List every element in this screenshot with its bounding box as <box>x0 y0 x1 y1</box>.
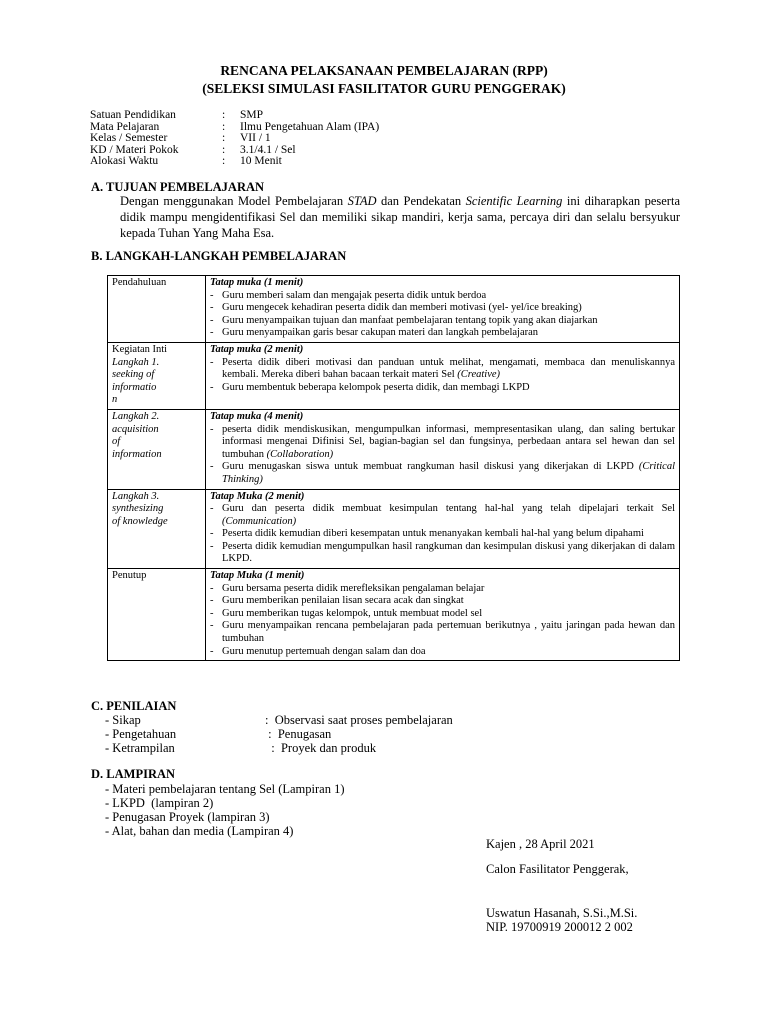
activity-text-main: Guru menyampaikan rencana pembelajaran pada pertemuan berikutnya , yaitu jaringan pada hewan dan tumbuhan <box>222 620 675 645</box>
step-label-cell <box>108 489 206 569</box>
step-label-line: information <box>112 448 162 460</box>
assessment-aspect: - Ketrampilan <box>105 741 175 755</box>
step-activity-item <box>210 608 675 621</box>
activity-skill-tag: (Collaboration) <box>266 448 334 460</box>
step-activity-item <box>210 302 675 315</box>
bullet-dash: - <box>210 582 214 594</box>
step-duration-heading: Tatap muka (2 menit) <box>210 343 304 355</box>
activity-text-main: Guru menyampaikan garis besar cakupan materi dan langkah pembelajaran <box>222 327 539 339</box>
signature-nip: NIP. 19700919 200012 2 002 <box>486 920 633 934</box>
assessment-item <box>105 713 453 727</box>
identity-colon: : <box>222 132 226 144</box>
bullet-dash: - <box>210 528 214 540</box>
identity-key: Mata Pelajaran <box>90 120 160 133</box>
bullet-dash: - <box>210 302 214 314</box>
step-activity-item <box>210 583 675 596</box>
activity-text-main: Guru memberikan tugas kelompok, untuk membuat model sel <box>222 607 483 619</box>
step-label-line: synthesizing <box>112 503 164 515</box>
activity-skill-tag: (Critical Thinking) <box>222 461 675 485</box>
step-activity-item <box>210 290 675 303</box>
step-duration-heading: Tatap Muka (1 menit) <box>210 570 305 582</box>
table-row <box>108 569 680 661</box>
assessment-method: : Proyek dan produk <box>265 741 377 755</box>
assessment-aspect: - Pengetahuan <box>105 727 177 741</box>
step-label-line: Kegiatan Inti <box>112 343 168 355</box>
table-row <box>108 409 680 489</box>
objective-text-part: Dengan menggunakan Model Pembelajaran <box>120 194 348 208</box>
step-activity-item <box>210 424 675 462</box>
identity-value: VII / 1 <box>240 132 271 144</box>
identity-block <box>90 110 379 168</box>
activity-text-main: Guru menugaskan siswa untuk membuat rangkuman hasil diskusi yang dikerjakan di LKPD <box>222 461 639 473</box>
table-row <box>108 342 680 409</box>
signature-place-date: Kajen , 28 April 2021 <box>486 837 595 851</box>
step-label-line: Penutup <box>112 570 147 582</box>
step-label-line: Langkah 3. <box>112 490 160 502</box>
step-activity-item <box>210 461 675 486</box>
section-a-heading: A. TUJUAN PEMBELAJARAN <box>91 180 265 194</box>
table-row <box>108 489 680 569</box>
assessment-method: : Observasi saat proses pembelajaran <box>265 713 453 727</box>
activity-text <box>222 608 675 621</box>
activity-text <box>222 541 675 566</box>
activity-skill-tag: (Communication) <box>222 515 297 527</box>
appendix-item: - Materi pembelajaran tentang Sel (Lampiran 1) <box>105 782 345 796</box>
step-activity-item <box>210 382 675 395</box>
step-activity-item <box>210 357 675 382</box>
bullet-dash: - <box>210 595 214 607</box>
bullet-dash: - <box>210 289 214 301</box>
step-activity-item <box>210 503 675 528</box>
bullet-dash: - <box>210 381 214 393</box>
step-content-cell <box>206 276 680 343</box>
objective-text-part: ini diharapkan peserta didik mampu mengidentifikasi Sel dan memiliki sikap mandiri, kerja sama, percaya diri dan selalu bersyukur kepada Tuhan Yang Maha Esa. <box>120 194 680 240</box>
assessment-item <box>105 741 453 755</box>
activity-text <box>222 528 675 541</box>
signature-name: Uswatun Hasanah, S.Si.,M.Si. <box>486 906 638 920</box>
learning-objective-text <box>120 193 680 241</box>
activity-text <box>222 583 675 596</box>
step-label-cell <box>108 276 206 343</box>
bullet-dash: - <box>210 461 214 473</box>
step-activity-item <box>210 528 675 541</box>
identity-value: 10 Menit <box>240 155 282 167</box>
bullet-dash: - <box>210 503 214 515</box>
step-activity-item <box>210 595 675 608</box>
bullet-dash: - <box>210 607 214 619</box>
activity-text <box>222 382 675 395</box>
activity-text <box>222 461 675 486</box>
step-label-cell <box>108 409 206 489</box>
learning-steps-table <box>107 275 680 661</box>
step-label-cell <box>108 342 206 409</box>
activity-text-main: Peserta didik diberi motivasi dan panduan untuk melihat, mengamati, membaca dan menuliskannya kembali. Mereka diberi bahan bacaan terkait materi Sel <box>222 356 675 381</box>
activity-text-main: Peserta didik kemudian mengumpulkan hasil rangkuman dan kesimpulan diskusi yang dikerjakan di dalam LKPD. <box>222 540 675 565</box>
activity-text <box>222 315 675 328</box>
section-c-heading: C. PENILAIAN <box>91 699 177 713</box>
appendix-item: - Alat, bahan dan media (Lampiran 4) <box>105 824 294 838</box>
objective-approach-name: Scientific Learning <box>465 194 563 208</box>
step-label-line: Langkah 1. <box>112 356 160 368</box>
step-duration-heading: Tatap Muka (2 menit) <box>210 490 305 502</box>
step-activity-item <box>210 315 675 328</box>
identity-row <box>90 133 379 145</box>
activity-text <box>222 646 675 659</box>
step-activity-item <box>210 646 675 659</box>
bullet-dash: - <box>210 314 214 326</box>
identity-colon: : <box>222 120 226 133</box>
assessment-list <box>105 713 453 755</box>
identity-key: Satuan Pendidikan <box>90 109 176 121</box>
identity-key: Alokasi Waktu <box>90 155 159 167</box>
identity-colon: : <box>222 143 226 156</box>
identity-value: Ilmu Pengetahuan Alam (IPA) <box>240 120 380 133</box>
step-activity-item <box>210 620 675 645</box>
document-title: RENCANA PELAKSANAAN PEMBELAJARAN (RPP) <box>220 63 548 78</box>
step-content-cell <box>206 342 680 409</box>
section-b-heading: B. LANGKAH-LANGKAH PEMBELAJARAN <box>91 249 347 263</box>
bullet-dash: - <box>210 356 214 368</box>
step-activity-item <box>210 327 675 340</box>
activity-text-main: Guru memberi salam dan mengajak peserta didik untuk berdoa <box>222 289 487 301</box>
identity-value: SMP <box>240 109 264 121</box>
bullet-dash: - <box>210 645 214 657</box>
step-label-line: of <box>112 436 121 448</box>
assessment-method: : Penugasan <box>265 727 332 741</box>
appendix-item: - LKPD (lampiran 2) <box>105 796 214 810</box>
activity-text-main: peserta didik mendiskusikan, mengumpulkan informasi, mempresentasikan ulang, dan saling bertukar informasi mengenai Difinisi Sel, bagian-bagian sel dan fungsinya, perbedaan antara sel hewan dan sel tumbuhan <box>222 423 675 460</box>
activity-text-main: Guru memberikan penilaian lisan secara acak dan singkat <box>222 595 464 607</box>
activity-text <box>222 357 675 382</box>
objective-model-name: STAD <box>347 194 377 208</box>
objective-text-part: dan Pendekatan <box>376 194 466 208</box>
step-content-cell <box>206 409 680 489</box>
step-label-cell <box>108 569 206 661</box>
activity-text-main: Guru menyampaikan tujuan dan manfaat pembelajaran tentang topik yang akan diajarkan <box>222 314 598 326</box>
identity-value: 3.1/4.1 / Sel <box>240 143 296 156</box>
activity-text <box>222 503 675 528</box>
activity-text <box>222 302 675 315</box>
identity-colon: : <box>222 155 226 167</box>
activity-text-main: Guru membentuk beberapa kelompok peserta didik, dan membagi LKPD <box>222 381 530 393</box>
bullet-dash: - <box>210 423 214 435</box>
assessment-item <box>105 727 453 741</box>
step-label-line: Pendahuluan <box>112 277 167 288</box>
appendix-list <box>105 782 344 838</box>
section-d-heading: D. LAMPIRAN <box>91 767 176 781</box>
step-duration-heading: Tatap muka (4 menit) <box>210 410 304 422</box>
identity-key: KD / Materi Pokok <box>90 143 179 156</box>
table-row <box>108 276 680 343</box>
assessment-aspect: - Sikap <box>105 713 141 727</box>
activity-text <box>222 620 675 645</box>
activity-text <box>222 327 675 340</box>
step-label-line: of knowledge <box>112 515 168 527</box>
activity-text <box>222 424 675 462</box>
activity-text-main: Guru dan peserta didik membuat kesimpulan tentang hal-hal yang telah dipelajari terkait Sel <box>222 503 675 515</box>
step-label-line: acquisition <box>112 423 159 435</box>
identity-colon: : <box>222 109 226 121</box>
activity-skill-tag: (Creative) <box>457 369 501 381</box>
document-subtitle: (SELEKSI SIMULASI FASILITATOR GURU PENGGERAK) <box>202 81 566 96</box>
signature-role: Calon Fasilitator Penggerak, <box>486 862 629 876</box>
activity-text-main: Guru mengecek kehadiran peserta didik dan memberi motivasi (yel- yel/ice breaking) <box>222 302 582 314</box>
step-label-line: Langkah 2. <box>112 410 160 422</box>
activity-text <box>222 595 675 608</box>
step-label-line: n <box>112 394 118 406</box>
activity-text-main: Guru menutup pertemuah dengan salam dan doa <box>222 645 426 657</box>
step-duration-heading: Tatap muka (1 menit) <box>210 277 304 288</box>
activity-text <box>222 290 675 303</box>
appendix-item: - Penugasan Proyek (lampiran 3) <box>105 810 270 824</box>
step-label-line: seeking of <box>112 369 155 381</box>
identity-row <box>90 156 379 168</box>
identity-row <box>90 110 379 122</box>
bullet-dash: - <box>210 620 214 632</box>
step-activity-item <box>210 541 675 566</box>
bullet-dash: - <box>210 327 214 339</box>
step-label-line: informatio <box>112 381 157 393</box>
step-content-cell <box>206 569 680 661</box>
activity-text-main: Guru bersama peserta didik merefleksikan pengalaman belajar <box>222 582 485 594</box>
identity-key: Kelas / Semester <box>90 132 168 144</box>
activity-text-main: Peserta didik kemudian diberi kesempatan untuk menanyakan kembali hal-hal yang belum dipahami <box>222 528 644 540</box>
step-content-cell <box>206 489 680 569</box>
bullet-dash: - <box>210 540 214 552</box>
